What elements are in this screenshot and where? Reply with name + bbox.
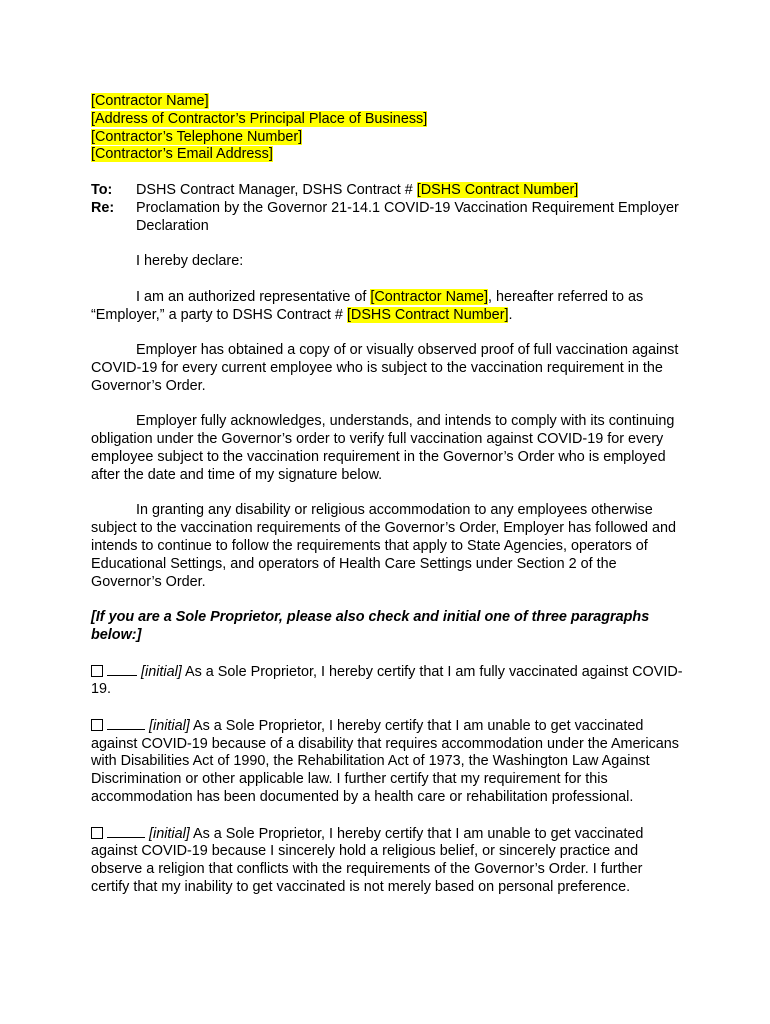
document-page (91, 93, 683, 897)
checkbox-option-1[interactable] (91, 665, 103, 677)
initial-label-1: [initial] (141, 663, 182, 680)
re-text: Proclamation by the Governor 21-14.1 COVID-19 Vaccination Requirement Employer Declaration (136, 199, 679, 234)
contract-number-inline: [DSHS Contract Number] (346, 306, 509, 323)
paragraph-proof: Employer has obtained a copy of or visually observed proof of full vaccination against COVID-19 for every current employee who is subject to the vaccination requirement in the Governor’s Order. (91, 342, 679, 394)
initial-blank-2[interactable] (107, 717, 145, 730)
contractor-header (91, 93, 683, 164)
option-fully-vaccinated (91, 663, 683, 700)
memo-header (91, 182, 683, 235)
contractor-address-placeholder: [Address of Contractor’s Principal Place of Business] (91, 110, 428, 127)
to-label: To: (91, 181, 113, 198)
paragraph-acknowledge: Employer fully acknowledges, understands, and intends to comply with its continuing obligation under the Governor’s order to verify full vaccination against COVID-19 for every employee subject to the vaccination requirement in the Governor’s Order who is employed after the date and time of my signature below. (91, 413, 675, 483)
paragraph-representative: I am an authorized representative of [Contractor Name], hereafter referred to as “Employer,” a party to DSHS Contract # [DSHS Contract Number]. (91, 288, 644, 323)
contract-number-placeholder: [DSHS Contract Number] (416, 181, 579, 198)
contractor-name-inline: [Contractor Name] (370, 288, 488, 305)
option-disability (91, 717, 683, 807)
option-1-text: As a Sole Proprietor, I hereby certify that I am fully vaccinated against COVID-19. (91, 663, 683, 698)
declare-line: I hereby declare: (136, 253, 244, 270)
option-3-text: As a Sole Proprietor, I hereby certify that I am unable to get vaccinated against COVID-19 because I sincerely hold a religious belief, or sincerely practice and observe a religion that conflicts with the requirements of the Governor’s Order. I further certify that my inability to get vaccinated is not merely based on personal preference. (91, 825, 644, 896)
initial-blank-1[interactable] (107, 663, 137, 676)
option-2-text: As a Sole Proprietor, I hereby certify that I am unable to get vaccinated against COVID-19 because of a disability that requires accommodation under the Americans with Disabilities Act of 1990, the Rehabilitation Act of 1973, the Washington Law Against Discrimination or other applicable law. I further certify that my requirement for this accommodation has been documented by a health care or rehabilitation professional. (91, 717, 679, 806)
to-row (91, 182, 683, 200)
re-row (91, 200, 683, 236)
contractor-name-placeholder: [Contractor Name] (91, 93, 209, 109)
sole-proprietor-note: [If you are a Sole Proprietor, please also check and initial one of three paragraphs below:] (91, 609, 650, 643)
paragraph-accommodation: In granting any disability or religious accommodation to any employees otherwise subject to the vaccination requirements of the Governor’s Order, Employer has followed and intends to continue to follow the requirements that apply to State Agencies, operators of Educational Settings, and operators of Health Care Settings under Section 2 of the Governor’s Order. (91, 502, 676, 590)
initial-label-2: [initial] (149, 717, 190, 734)
re-label: Re: (91, 199, 115, 216)
checkbox-option-3[interactable] (91, 827, 103, 839)
to-text: DSHS Contract Manager, DSHS Contract # (136, 181, 417, 198)
checkbox-option-2[interactable] (91, 719, 103, 731)
contractor-phone-placeholder: [Contractor’s Telephone Number] (91, 128, 303, 145)
contractor-email-placeholder: [Contractor’s Email Address] (91, 146, 273, 163)
initial-label-3: [initial] (149, 825, 190, 842)
initial-blank-3[interactable] (107, 825, 145, 838)
option-religious (91, 825, 683, 897)
